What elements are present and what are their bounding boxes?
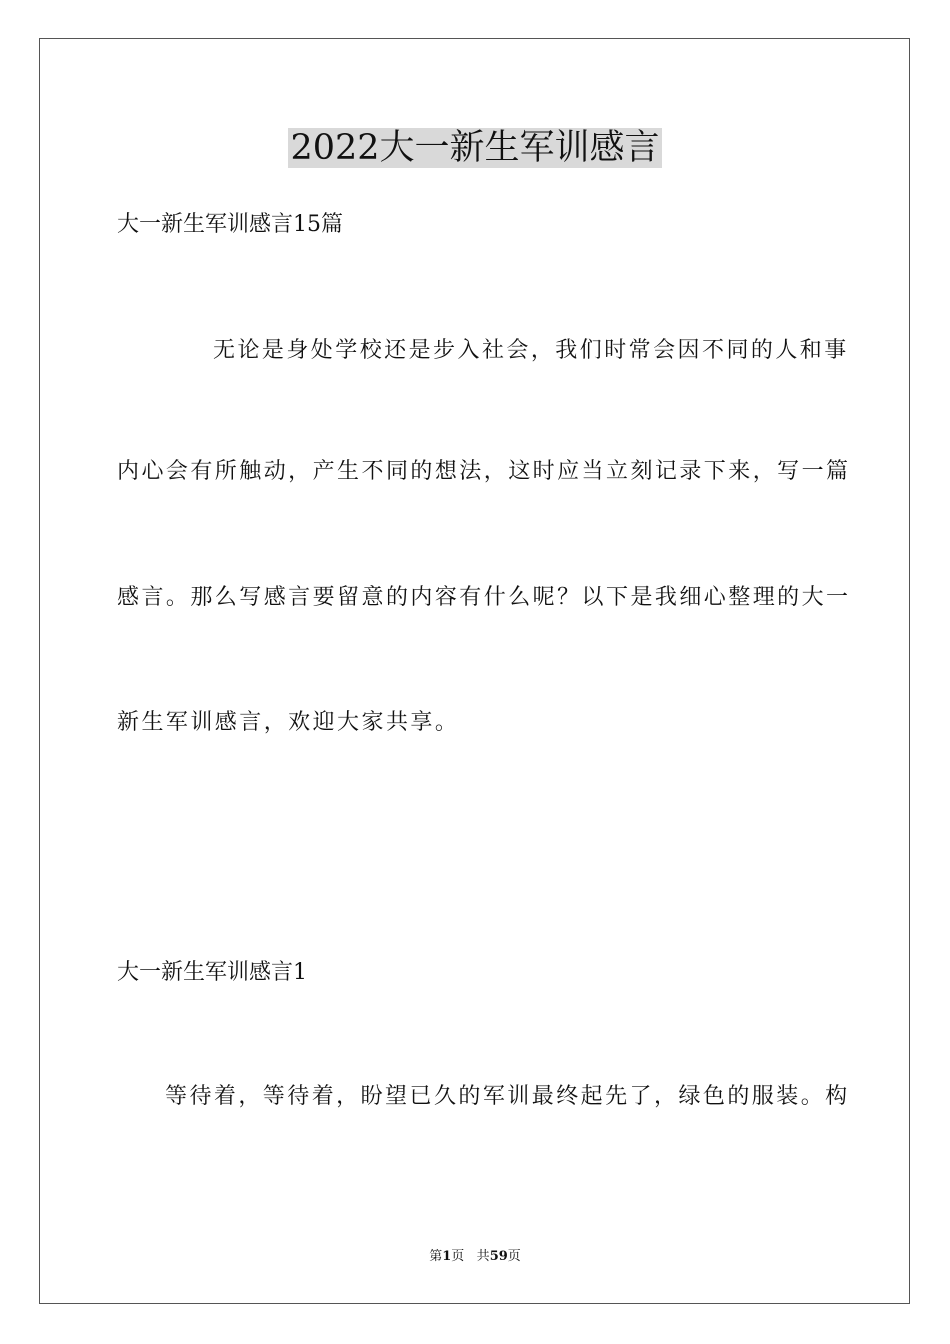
footer-total-suffix: 页 — [507, 1249, 521, 1264]
footer-page-number: 1 — [442, 1249, 452, 1264]
intro-paragraph-line: 内心会有所触动，产生不同的想法，这时应当立刻记录下来，写一篇 — [117, 459, 851, 484]
intro-paragraph-line: 无论是身处学校还是步入社会，我们时常会因不同的人和事 — [213, 338, 849, 363]
footer-total-prefix: 共 — [476, 1249, 490, 1264]
footer-page-suffix: 页 — [451, 1249, 465, 1264]
intro-paragraph-line: 新生军训感言，欢迎大家共享。 — [117, 710, 460, 735]
page-footer — [0, 1249, 950, 1265]
section-heading: 大一新生军训感言1 — [117, 960, 307, 985]
section-paragraph-line: 等待着，等待着，盼望已久的军训最终起先了，绿色的服装。构 — [165, 1084, 850, 1109]
footer-total-pages: 59 — [489, 1249, 508, 1264]
document-subtitle: 大一新生军训感言15篇 — [117, 212, 343, 237]
intro-paragraph-line: 感言。那么写感言要留意的内容有什么呢？以下是我细心整理的大一 — [117, 585, 851, 610]
document-title: 2022大一新生军训感言 — [290, 128, 660, 168]
footer-page-prefix: 第 — [429, 1249, 443, 1264]
title-container — [0, 128, 950, 168]
